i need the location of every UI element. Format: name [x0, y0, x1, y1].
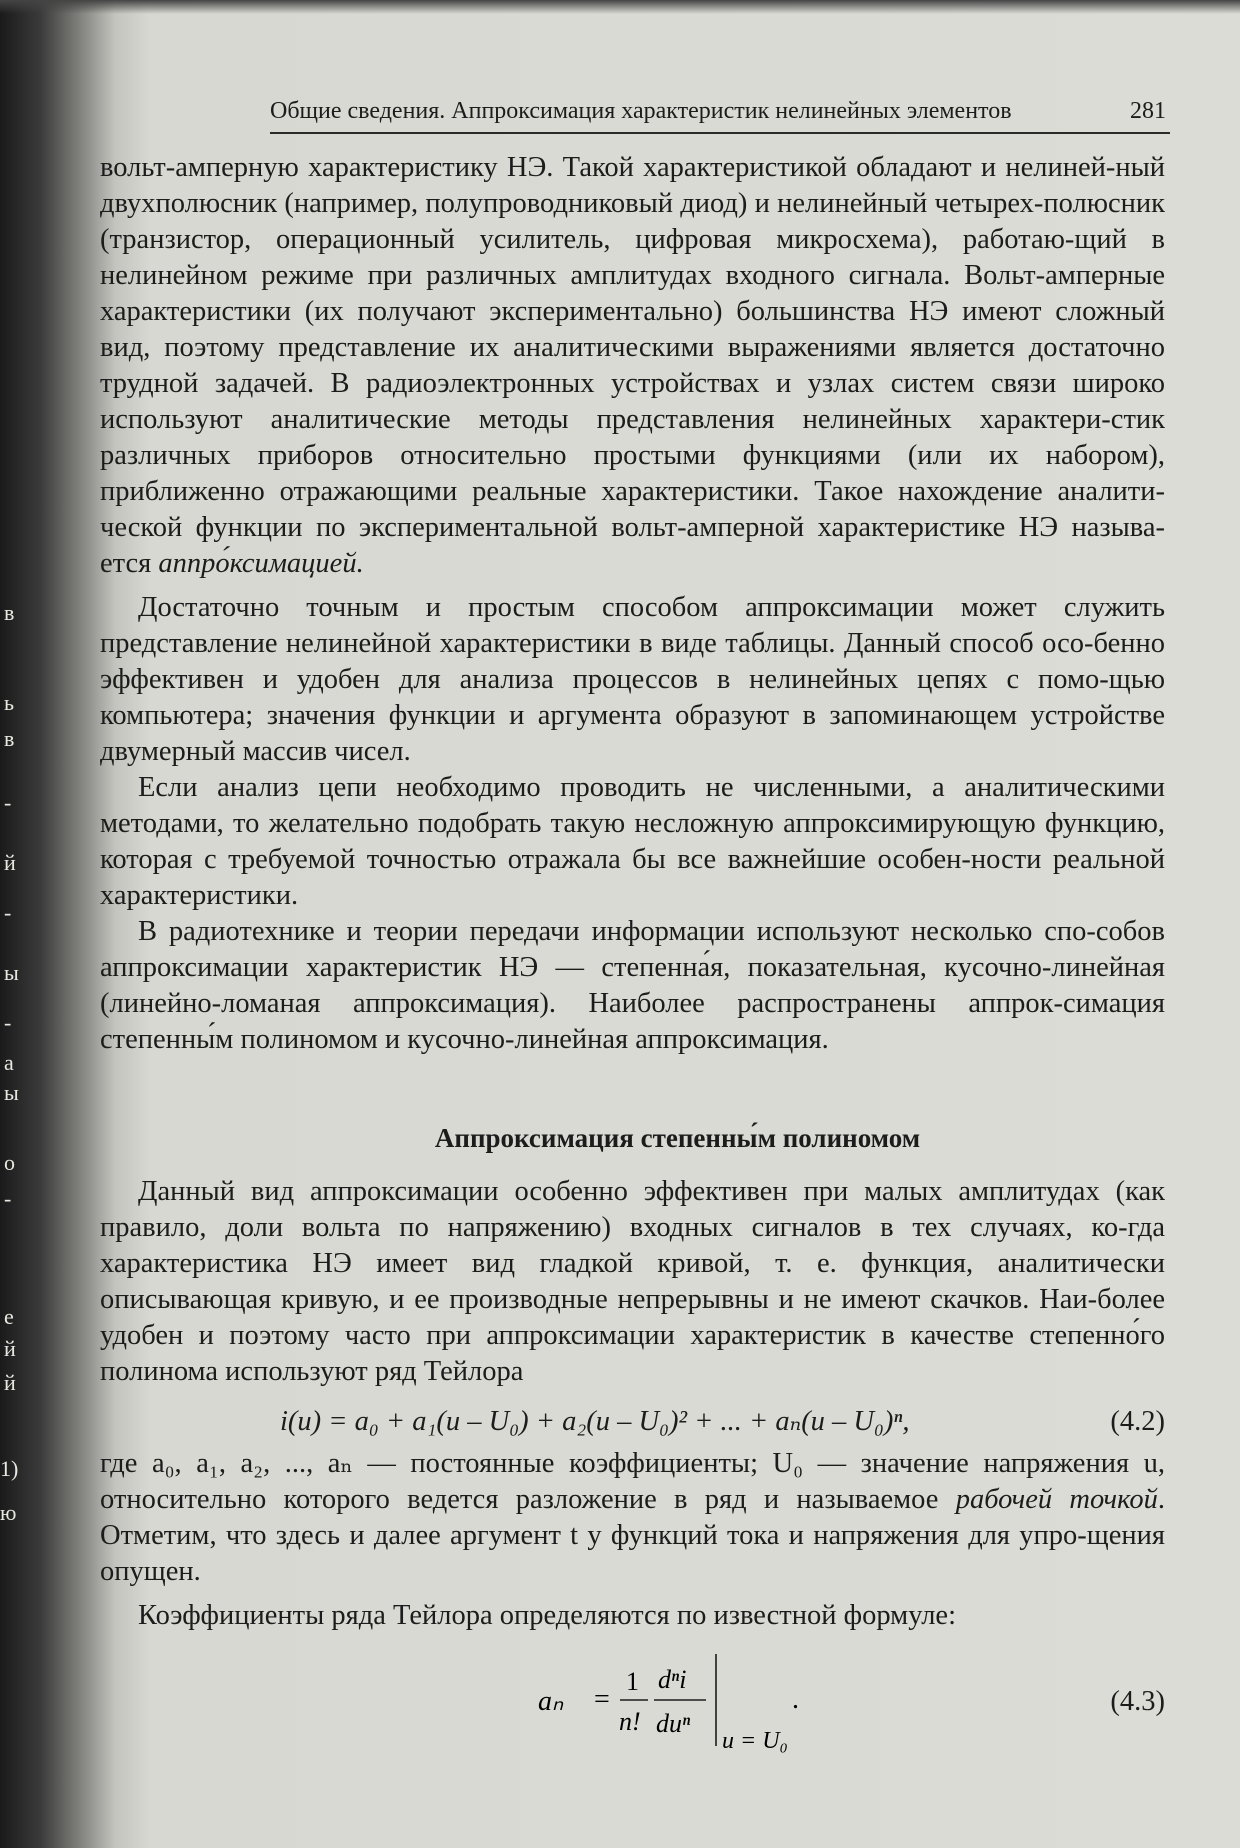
taylor-paragraph: Коэффициенты ряда Тейлора определяются по известной формуле:	[138, 1600, 956, 1631]
paragraph-3: Если анализ цепи необходимо проводить не численными, а аналитическими методами, то желательно подобрать такую несложную аппроксимирующую функцию, которая с требуемой точностью отражала бы все важнейшие особен-ности реальной характеристики.	[100, 772, 1165, 911]
after-equation-text-2: . Отметим, что здесь и далее аргумент t у функций тока и напряжения для упро-щения опущен.	[100, 1484, 1165, 1587]
eq-denominator-factorial: n!	[619, 1707, 641, 1736]
margin-mark: 1)	[0, 1456, 19, 1481]
margin-mark: -	[4, 1010, 12, 1035]
margin-mark: о	[4, 1150, 15, 1175]
equation-4-2-expression: i(u) = a₀ + a₁(u – U₀) + a₂(u – U₀)² + ... + aₙ(u – U₀)ⁿ,	[280, 1406, 910, 1437]
eq-numerator-derivative: dⁿi	[658, 1665, 687, 1694]
margin-mark: -	[4, 1186, 12, 1211]
margin-mark: ы	[4, 960, 19, 985]
eq-period: .	[792, 1684, 799, 1715]
after-equation-text-1: где a₀, a₁, a₂, ..., aₙ — постоянные коэффициенты; U₀ — значение напряжения u, относительно которого ведется разложение в ряд и называемое	[100, 1448, 1165, 1515]
paragraph-1	[100, 150, 1165, 582]
running-header	[270, 96, 1170, 134]
margin-mark: в	[4, 600, 15, 625]
eq-lhs: aₙ	[538, 1686, 564, 1717]
margin-mark: а	[4, 1050, 14, 1075]
margin-mark: й	[4, 850, 16, 875]
previous-page-margin-marks	[0, 0, 20, 1848]
term-approximation: аппро́ксимацией.	[158, 548, 364, 579]
eq-evaluation-point: u = U₀	[722, 1728, 788, 1754]
margin-mark: й	[4, 1370, 16, 1395]
equation-4-2	[100, 1396, 1165, 1446]
margin-mark: ю	[0, 1500, 17, 1525]
paragraph-4: В радиотехнике и теории передачи информации используют несколько спо-собов аппроксимации характеристик НЭ — степенна́я, показательная, кусочно-линейная (линейно-ломаная аппроксимация). Наиболее распространены аппрок-симация степенны́м полиномом и кусочно-линейная аппроксимация.	[100, 916, 1165, 1055]
eq-equals: =	[594, 1684, 610, 1715]
margin-mark: в	[4, 726, 15, 751]
margin-mark: й	[4, 1336, 16, 1361]
section-heading: Аппроксимация степенны́м полиномом	[434, 1123, 921, 1153]
equation-4-3-formula	[530, 1648, 810, 1756]
equation-4-3	[100, 1648, 1165, 1756]
margin-mark: ы	[4, 1080, 19, 1105]
after-equation-paragraph	[100, 1446, 1165, 1590]
equation-4-2-number: (4.2)	[1110, 1406, 1165, 1437]
equation-4-3-number: (4.3)	[1110, 1686, 1165, 1717]
paragraph-1-text: вольт-амперную характеристику НЭ. Такой характеристикой обладают и нелиней-ный двухполюсник (например, полупроводниковый диод) и нелинейный четырех-полюсник (транзистор, операционный усилитель, цифровая микросхема), работаю-щий в нелинейном режиме при различных амплитудах входного сигнала. Вольт-амперные характеристики (их получают экспериментально) большинства НЭ имеют сложный вид, поэтому представление их аналитическими выражениями является достаточно трудной задачей. В радиоэлектронных устройствах и узлах систем связи широко используют аналитические методы представления нелинейных характери-стик различных приборов относительно простыми функциями (или их набором), приближенно отражающими реальные характеристики. Такое нахождение аналити-ческой функции по экспериментальной вольт-амперной характеристике НЭ называ-ется	[100, 152, 1165, 579]
margin-mark: -	[4, 790, 12, 815]
margin-mark: -	[4, 900, 12, 925]
running-header-title: Общие сведения. Аппроксимация характеристик нелинейных элементов	[270, 98, 1012, 124]
margin-mark: е	[4, 1304, 14, 1329]
eq-denominator-derivative: duⁿ	[656, 1709, 691, 1738]
section-paragraph: Данный вид аппроксимации особенно эффективен при малых амплитудах (как правило, доли вольта по напряжению) входных сигналов в тех случаях, ко-гда характеристика НЭ имеет вид гладкой кривой, т. е. функция, аналитически описывающая кривую, и ее производные непрерывны и не имеют скачков. Наи-более удобен и поэтому часто при аппроксимации характеристик в качестве степенно́го полинома используют ряд Тейлора	[100, 1176, 1165, 1387]
page-top-shadow	[0, 0, 1240, 14]
eq-numerator-one: 1	[626, 1667, 639, 1696]
margin-mark: ь	[4, 690, 15, 715]
page-body	[100, 150, 1165, 1756]
paragraph-2: Достаточно точным и простым способом аппроксимации может служить представление нелинейной характеристики в виде таблицы. Данный способ осо-бенно эффективен и удобен для анализа процессов в нелинейных цепях с помо-щью компьютера; значения функции и аргумента образуют в запоминающем устройстве двумерный массив чисел.	[100, 592, 1165, 767]
term-working-point: рабочей точкой	[955, 1484, 1158, 1515]
page-number: 281	[1130, 98, 1166, 124]
